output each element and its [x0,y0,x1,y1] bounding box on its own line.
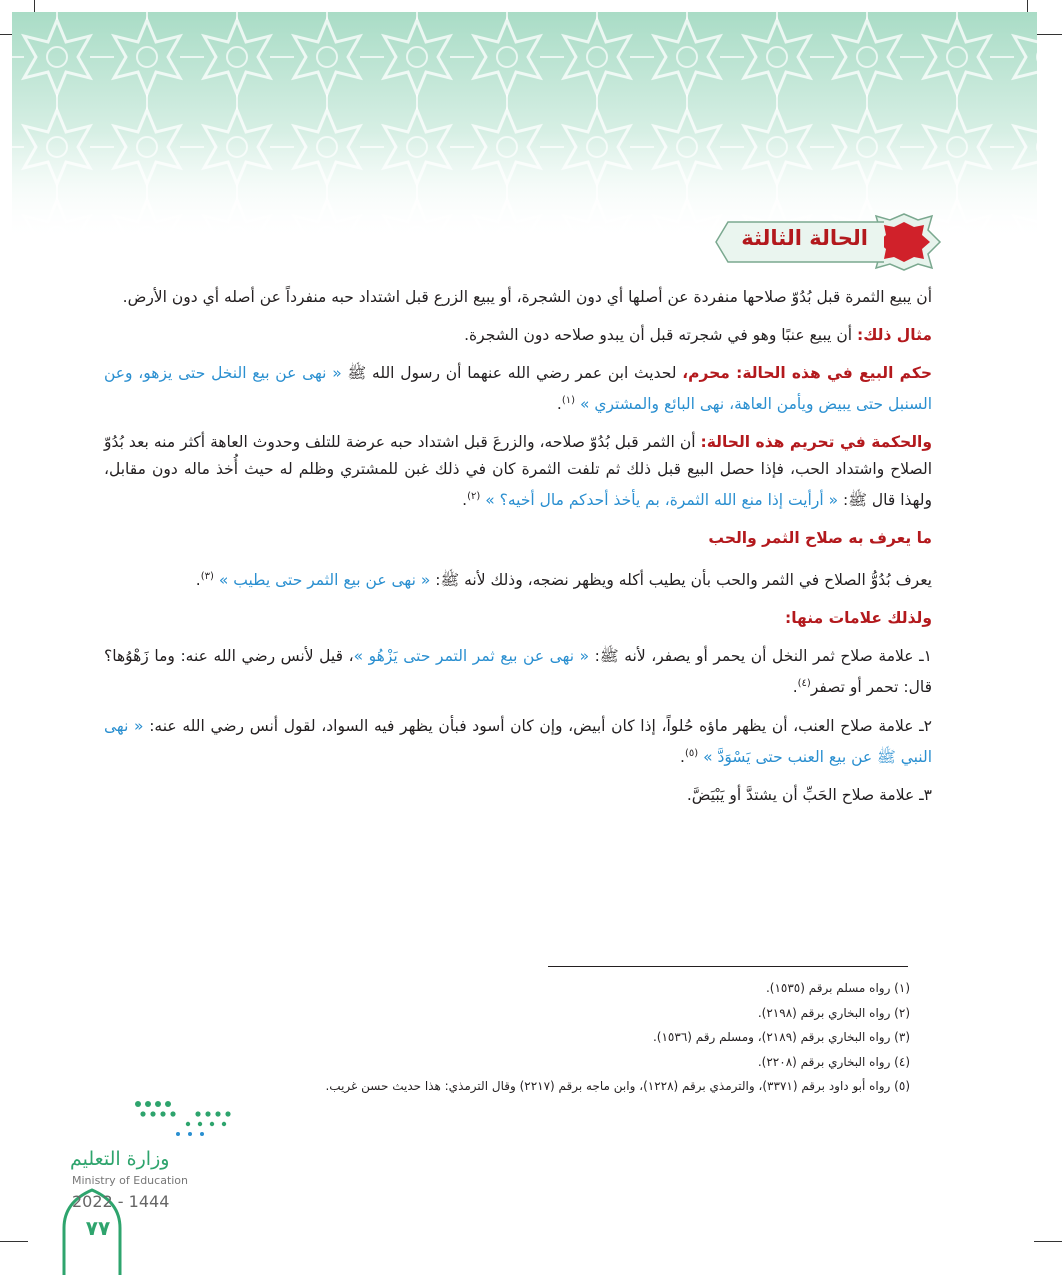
crop-mark [1034,34,1062,35]
example-label: مثال ذلك: [857,326,932,344]
intro-line-2: أصله أي دون الأرض. [122,288,255,306]
marks-heading: ولذلك علامات منها: [785,609,932,628]
mark-hadith: « نهى عن بيع ثمر التمر حتى يَزْهُو » [353,647,590,666]
footnote: (١) رواه مسلم برقم (١٥٣٥). [765,981,910,995]
mark-item: ٢ـ علامة صلاح العنب، أن يظهر ماؤه حُلواً، إذا كان أبيض، وإن كان أسود فبأن يظهر فيه السواد، لقول أنس رضي الله عنه: « نهى النبي ﷺ عن بيع العنب حتى يَسْوَدَّ » $^{(٥)}$. [104,716,932,766]
footnote: (٣) رواه البخاري برقم (٢١٨٩)، ومسلم رقم (١٥٣٦). [652,1030,910,1044]
example-paragraph [104,322,932,349]
ruling-hadith: « نهى عن بيع النخل حتى يزهو، وعن السنبل حتى يبيض ويأمن العاهة، نهى البائع والمشتري » [104,364,932,414]
signs-paragraph: يعرف بُدُوُّ الصلاح في الثمر والحب بأن يطيب أكله ويظهر نضجه، وذلك لأنه ﷺ: « نهى عن بيع الثمر حتى يطيب » $^{(٣)}$. [195,571,932,590]
mark-text: ١ـ علامة صلاح ثمر النخل أن يحمر أو يصفر، لأنه ﷺ: [594,647,932,666]
main-content [104,284,932,820]
footnote: (٤) رواه البخاري برقم (٢٢٠٨). [757,1054,910,1069]
footnote-ref: (٥) [684,747,699,759]
wisdom-hadith: « أرأيت إذا منع الله الثمرة، بم يأخذ أحدكم مال أخيه؟ » [485,491,839,510]
wisdom-paragraph: والحكمة في تحريم هذه الحالة: أن الثمر قبل بُدُوّ صلاحه، والزرعَ قبل اشتداد حبه عرضة للتلف وحدوث العاهة أكثر منه بعد بُدُوّ الصلاح واشتداد الحب، فإذا حصل البيع قبل ذلك ثم تلفت الثمرة كان في ذلك غبن للمشتري وظلم له حيث أُخذ ماله دون مقابل، ولهذا قال ﷺ: « أرأيت إذا منع الله الثمرة، بم يأخذ أحدكم مال أخيه؟ » $^{(٢)}$. [104,433,932,510]
crop-mark [0,1241,28,1242]
signs-heading: ما يعرف به صلاح الثمر والحب [708,529,932,548]
ruling-label: حكم البيع في هذه الحالة: محرم، [682,364,933,382]
wisdom-label: والحكمة في تحريم هذه الحالة: [700,433,932,452]
mark-item: ١ـ علامة صلاح ثمر النخل أن يحمر أو يصفر، لأنه ﷺ: « نهى عن بيع ثمر التمر حتى يَزْهُو »، قيل لأنس رضي الله عنه: وما زَهْوُها؟ قال: تحمر أو تصفر$^{(٤)}$. [104,647,932,697]
page-number: ٧٧ [85,1216,111,1240]
edition-year: 2022 - 1444 [72,1192,170,1211]
footnote: (٥) رواه أبو داود برقم (٣٣٧١)، والترمذي برقم (١٢٢٨)، وابن ماجه برقم (٢٢١٧) وقال الترمذي: هذا حديث حسن غريب. [325,1079,910,1093]
mark-item [104,782,932,809]
intro-paragraph [104,284,932,311]
ministry-logo-icon [128,1098,238,1142]
mark-rest: ، قيل لأنس رضي الله عنه: وما زَهْوُها؟ قال: تحمر أو تصفر [104,647,932,697]
mark-hadith: « نهى النبي ﷺ عن بيع العنب حتى يَسْوَدَّ » [104,716,932,766]
signs-hadith: « نهى عن بيع الثمر حتى يطيب » [218,571,431,590]
ruling-paragraph: حكم البيع في هذه الحالة: محرم، لحديث ابن عمر رضي الله عنهما أن رسول الله ﷺ « نهى عن بيع النخل حتى يزهو، وعن السنبل حتى يبيض ويأمن العاهة، نهى البائع والمشتري » $^{(١)}$. [104,364,933,414]
footnote-ref: (٢) [467,491,481,503]
footnote-ref: (١) [561,395,575,406]
footnote-separator [548,966,908,967]
section-title: الحالة الثالثة [741,226,868,250]
intro-line-1: أن يبيع الثمرة قبل بُدُوّ صلاحها منفردة عن أصلها أي دون الشجرة، أو يبيع الزرع قبل اشتداد حبه منفرداً عن [259,288,932,306]
signs-text: يعرف بُدُوُّ الصلاح في الثمر والحب بأن يطيب أكله ويظهر نضجه، وذلك لأنه ﷺ: [435,571,932,590]
footnote-ref: (٣) [200,571,214,583]
ministry-name-en: Ministry of Education [72,1174,189,1187]
mark-text: ٢ـ علامة صلاح العنب، أن يظهر ماؤه حُلواً، إذا كان أبيض، وإن كان أسود فبأن يظهر فيه السواد، لقول أنس رضي الله عنه: [149,716,932,735]
crop-mark [1034,1241,1062,1242]
footnote: (٢) رواه البخاري برقم (٢١٩٨). [757,1005,910,1020]
wisdom-text: أن الثمر قبل بُدُوّ صلاحه، والزرعَ قبل اشتداد حبه عرضة للتلف وحدوث العاهة أكثر منه بعد بُدُوّ الصلاح واشتداد الحب، فإذا حصل البيع قبل ذلك ثم تلفت الثمرة كان في ذلك غبن للمشتري وظلم له حيث أُخذ ماله دون مقابل، ولهذا قال ﷺ: [104,433,932,510]
footnotes [140,976,910,1099]
footnote-ref: (٤) [797,678,811,690]
ministry-name-ar: وزارة التعليم [70,1148,170,1170]
mark-text: ٣ـ علامة صلاح الحَبِّ أن يشتدَّ أو يَبْيَضَّ. [686,785,932,804]
header-pattern [12,12,1037,242]
ruling-text: لحديث ابن عمر رضي الله عنهما أن رسول الله ﷺ [347,364,677,382]
example-text: أن يبيع عنبًا وهو في شجرته قبل أن يبدو صلاحه دون الشجرة. [464,326,853,344]
section-title-wrap [712,212,942,270]
